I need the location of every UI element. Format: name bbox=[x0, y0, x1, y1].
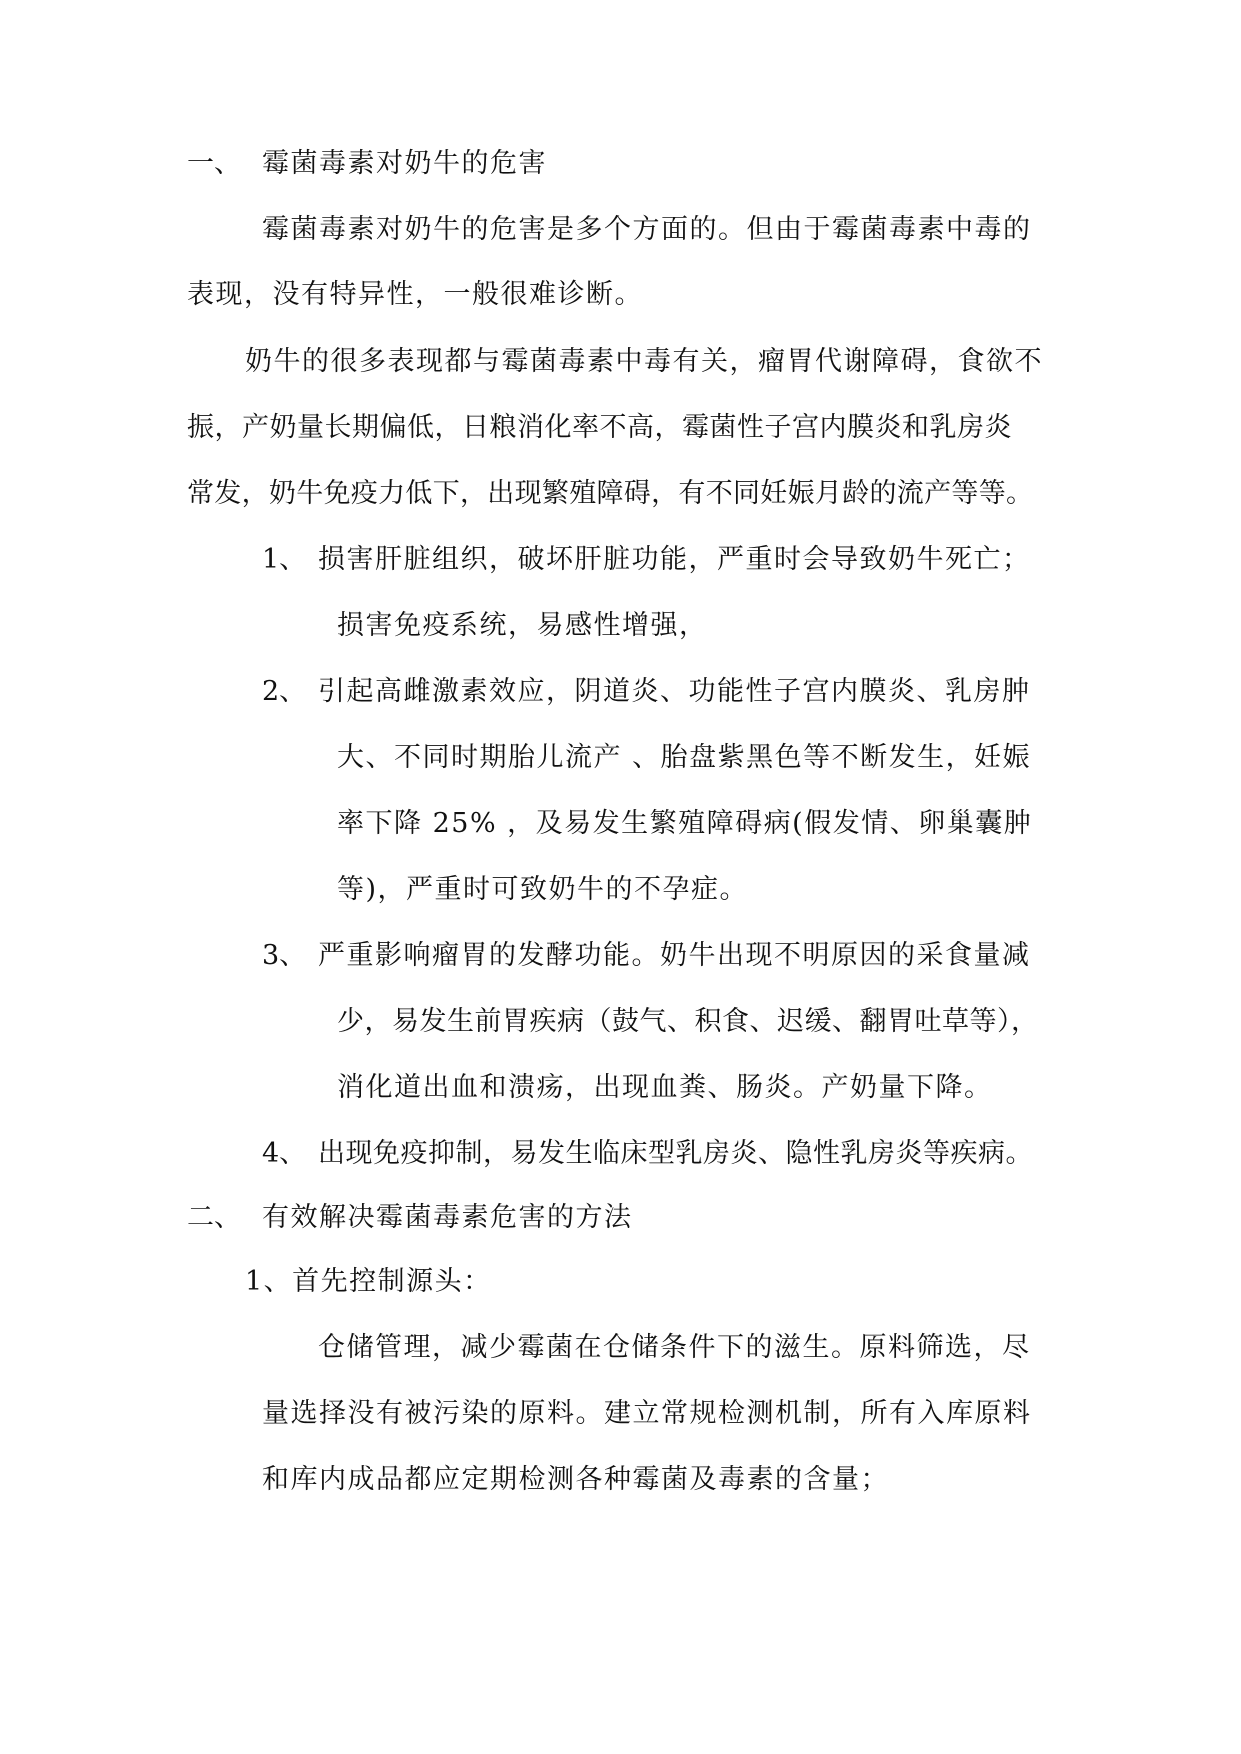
section1-title: 霉菌毒素对奶牛的危害 bbox=[262, 148, 547, 179]
item4-marker: 4、 bbox=[262, 1138, 307, 1169]
section2-marker: 二、 bbox=[187, 1202, 241, 1233]
item3-marker: 3、 bbox=[262, 940, 307, 971]
item1-line2: 损害免疫系统，易感性增强， bbox=[337, 610, 708, 641]
sub1-heading: 1、首先控制源头： bbox=[245, 1266, 492, 1297]
item3-line3: 消化道出血和溃疡，出现血粪、肠炎。产奶量下降。 bbox=[337, 1072, 993, 1103]
para2-line3: 常发，奶牛免疫力低下，出现繁殖障碍，有不同妊娠月龄的流产等等。 bbox=[187, 478, 1034, 509]
item2-line3: 率下降 25% ，及易发生繁殖障碍病(假发情、卵巢囊肿 bbox=[337, 808, 1033, 839]
para1-line1: 霉菌毒素对奶牛的危害是多个方面的。但由于霉菌毒素中毒的 bbox=[262, 214, 1032, 245]
section1-marker: 一、 bbox=[187, 148, 241, 179]
para2-line1: 奶牛的很多表现都与霉菌毒素中毒有关，瘤胃代谢障碍，食欲不 bbox=[245, 346, 1043, 377]
item1-marker: 1、 bbox=[262, 544, 307, 575]
section2-title: 有效解决霉菌毒素危害的方法 bbox=[262, 1202, 633, 1233]
item2-line2: 大、不同时期胎儿流产 、胎盘紫黑色等不断发生，妊娠 bbox=[337, 742, 1032, 773]
sub1-line3: 和库内成品都应定期检测各种霉菌及毒素的含量； bbox=[262, 1464, 889, 1495]
para1-line2: 表现，没有特异性，一般很难诊断。 bbox=[187, 279, 643, 310]
item2-line4: 等)，严重时可致奶牛的不孕症。 bbox=[337, 874, 749, 905]
item3-line2: 少，易发生前胃疾病（鼓气、积食、迟缓、翻胃吐草等）， bbox=[337, 1006, 1039, 1037]
item2-marker: 2、 bbox=[262, 676, 307, 707]
sub1-line2: 量选择没有被污染的原料。建立常规检测机制，所有入库原料 bbox=[262, 1398, 1032, 1429]
item3-line1: 严重影响瘤胃的发酵功能。奶牛出现不明原因的采食量减 bbox=[318, 940, 1031, 971]
item2-line1: 引起高雌激素效应，阴道炎、功能性子宫内膜炎、乳房肿 bbox=[318, 676, 1031, 707]
para2-line2: 振，产奶量长期偏低，日粮消化率不高，霉菌性子宫内膜炎和乳房炎 bbox=[187, 412, 1012, 443]
item4-line1: 出现免疫抑制，易发生临床型乳房炎、隐性乳房炎等疾病。 bbox=[318, 1138, 1033, 1169]
sub1-line1: 仓储管理，减少霉菌在仓储条件下的滋生。原料筛选，尽 bbox=[318, 1332, 1031, 1363]
item1-line1: 损害肝脏组织，破坏肝脏功能，严重时会导致奶牛死亡； bbox=[318, 544, 1031, 575]
